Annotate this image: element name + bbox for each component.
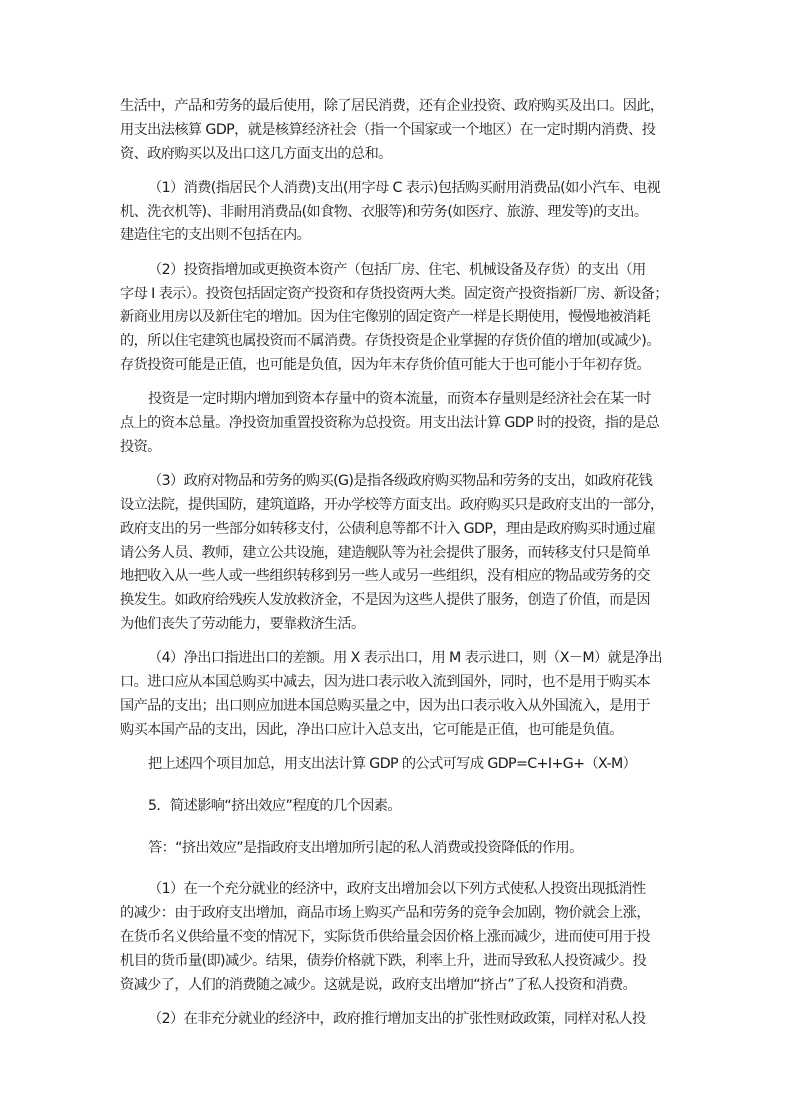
text-line: 请公务人员、教师，建立公共设施，建造舰队等为社会提供了服务，而转移支付只是简单 [120,544,650,561]
paragraph-investment [120,259,680,378]
text-line: 机、洗衣机等)、非耐用消费品(如食物、衣服等)和劳务(如医疗、旅游、理发等)的支出。 [120,203,648,220]
text-line: 投资是一定时期内增加到资本存量中的资本流量，而资本存量则是经济社会在某一时 [148,391,651,408]
paragraph-intro-continued [120,95,680,166]
text-line: 建造住宅的支出则不包括在内。 [120,227,311,244]
paragraph-answer-point-2 [120,1008,680,1032]
text-line: （2）在非充分就业的经济中，政府推行增加支出的扩张性财政政策，同样对私人投 [148,1010,646,1027]
text-line: 点上的资本总量。净投资加重置投资称为总投资。用支出法计算 GDP 时的投资，指的是总 [120,415,660,432]
paragraph-government-purchases [120,470,680,637]
paragraph-gross-investment [120,388,680,459]
text-line: （4）净出口指进出口的差额。用 X 表示出口，用 M 表示进口，则（X－M）就是净出 [148,650,662,667]
text-line: （3）政府对物品和劳务的购买(G)是指各级政府购买物品和劳务的支出，如政府花钱 [148,473,653,490]
text-line: 在货币名义供给量不变的情况下，实际货币供给量会因价格上涨而减少，进而使可用于投 [120,928,650,945]
text-line: 口。进口应从本国总购买中减去，因为进口表示收入流到国外，同时，也不是用于购买本 [120,674,650,691]
document-page [120,95,680,1042]
text-line: 的，所以住宅建筑也属投资而不属消费。存货投资是企业掌握的存货价值的增加(或减少)。 [120,333,660,350]
text-line: 答：“挤出效应”是指政府支出增加所引起的私人消费或投资降低的作用。 [148,839,583,856]
text-line: 资减少了，人们的消费随之减少。这就是说，政府支出增加“挤占”了私人投资和消费。 [120,976,637,993]
text-line: 5．简述影响“挤出效应”程度的几个因素。 [148,797,401,814]
text-line: 存货投资可能是正值，也可能是负值，因为年末存货价值可能大于也可能小于年初存货。 [120,356,650,373]
text-line: 机目的货币量(即)减少。结果，债券价格就下跌，利率上升，进而导致私人投资减少。投 [120,952,647,969]
paragraph-consumption [120,177,680,248]
text-line: 把上述四个项目加总，用支出法计算 GDP 的公式可写成 GDP=C+I+G+（X-M） [148,755,637,772]
text-line: 国产品的支出；出口则应加进本国总购买量之中，因为出口表示收入从外国流入，是用于 [120,697,650,714]
paragraph-formula [120,753,680,777]
text-line: （1）在一个充分就业的经济中，政府支出增加会以下列方式使私人投资出现抵消性 [148,881,646,898]
text-line: 资、政府购买以及出口这几方面支出的总和。 [120,145,392,162]
text-line: 投资。 [120,438,161,455]
text-line: 地把收入从一些人或一些组织转移到另一些人或另一些组织，没有相应的物品或劳务的交 [120,568,650,585]
paragraph-net-exports [120,647,680,742]
paragraph-answer-point-1 [120,878,680,997]
text-line: 政府支出的另一些部分如转移支付，公债利息等都不计入 GDP，理由是政府购买时通过雇 [120,520,656,537]
text-line: （2）投资指增加或更换资本资产（包括厂房、住宅、机械设备及存货）的支出（用 [148,261,646,278]
text-line: 为他们丧失了劳动能力，要靠救济生活。 [120,615,365,632]
text-line: 生活中，产品和劳务的最后使用，除了居民消费，还有企业投资、政府购买及出口。因此， [120,98,664,114]
text-line: 换发生。如政府给残疾人发放救济金，不是因为这些人提供了服务，创造了价值，而是因 [120,592,650,609]
text-line: （1）消费(指居民个人消费)支出(用字母 C 表示)包括购买耐用消费品(如小汽车、电视 [148,179,661,196]
text-line: 购买本国产品的支出，因此，净出口应计入总支出，它可能是正值，也可能是负值。 [120,721,623,738]
text-line: 的减少：由于政府支出增加，商品市场上购买产品和劳务的竞争会加剧，物价就会上涨， [120,905,650,922]
question-heading [120,795,680,819]
text-line: 新商业用房以及新住宅的增加。因为住宅像别的固定资产一样是长期使用，慢慢地被消耗 [120,309,650,326]
text-line: 用支出法核算 GDP，就是核算经济社会（指一个国家或一个地区）在一定时期内消费、投 [120,121,656,138]
text-line: 字母 I 表示）。投资包括固定资产投资和存货投资两大类。固定资产投资指新厂房、新设备； [120,285,668,302]
text-line: 设立法院，提供国防，建筑道路，开办学校等方面支出。政府购买只是政府支出的一部分， [120,496,664,513]
paragraph-answer-intro [120,837,680,861]
